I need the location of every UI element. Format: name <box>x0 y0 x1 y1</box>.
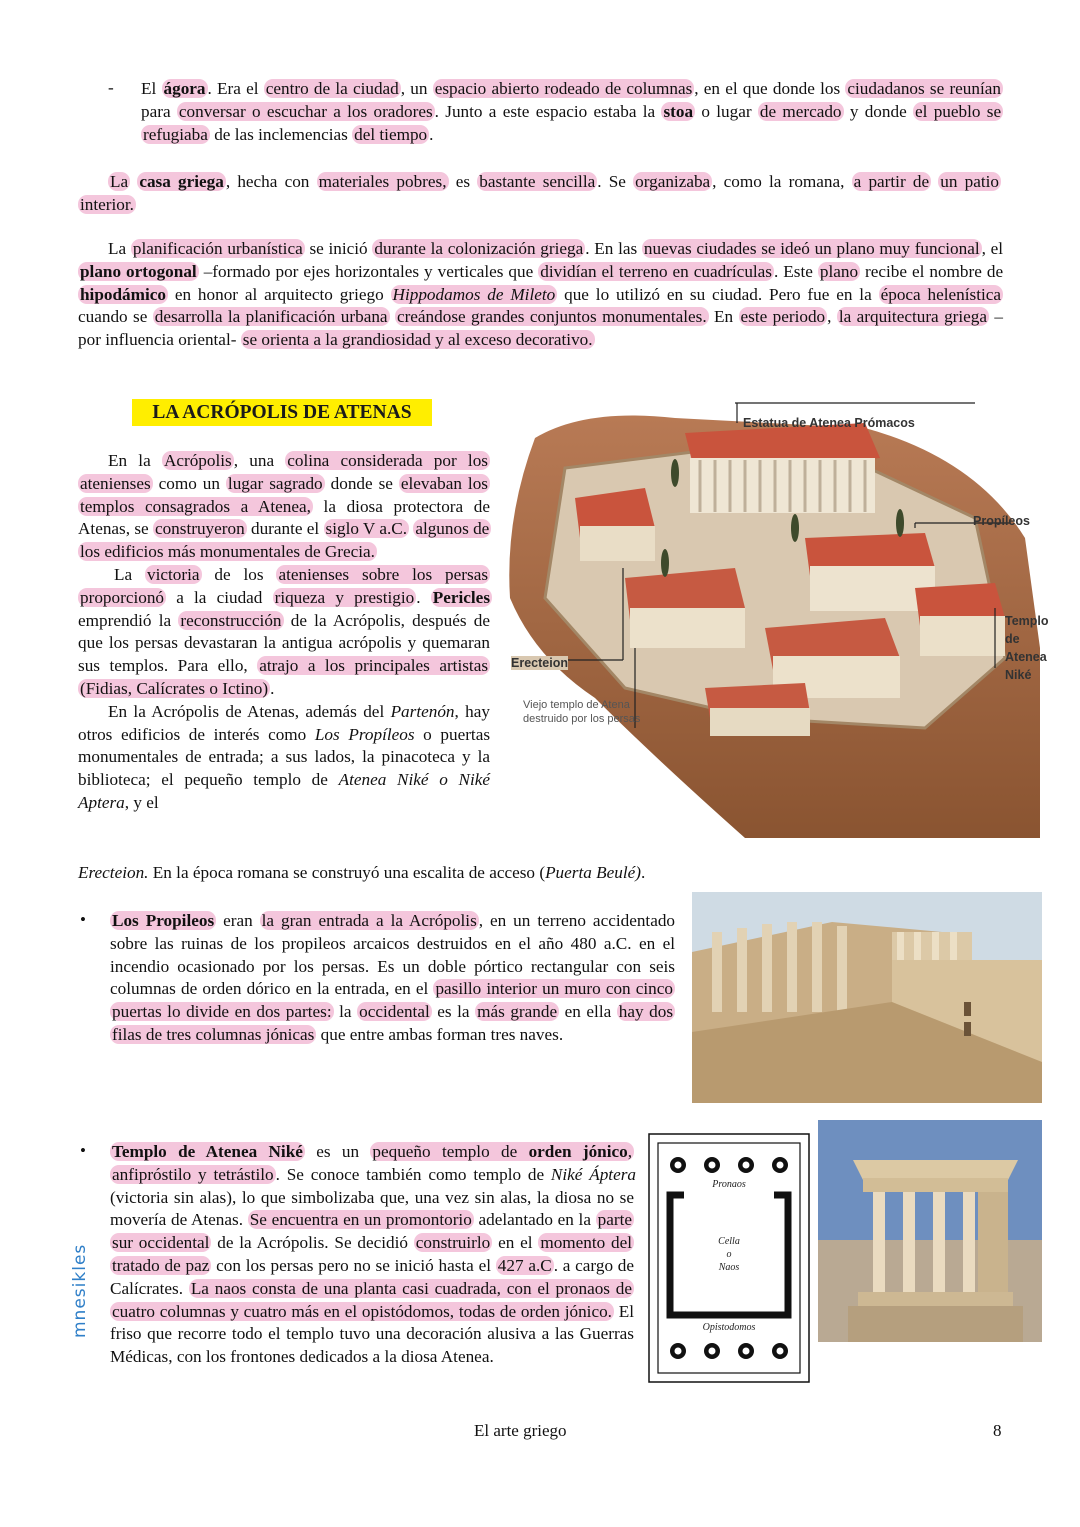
watermark: mnesikles <box>70 1243 90 1338</box>
text: de los <box>214 564 264 584</box>
highlight: La <box>110 172 129 191</box>
term-hipodamico: hipodámico <box>80 284 166 304</box>
text: , como la romana, <box>712 172 845 191</box>
text: , el <box>981 239 1004 258</box>
highlight: más grande <box>477 1002 558 1022</box>
propileos-drawing <box>692 892 1042 1103</box>
text: y donde <box>849 101 907 121</box>
text-italic: Los Propíleos <box>314 724 415 744</box>
highlight: colina considerada por los atenienses <box>80 451 488 493</box>
text: . <box>429 124 434 144</box>
text: En <box>714 307 734 327</box>
plan-naos: Naos <box>718 1262 740 1273</box>
text: –por influencia oriental- <box>78 307 1004 350</box>
label-viejo-templo: Viejo templo de Atena destruido por los persas <box>523 699 641 725</box>
term-agora: ágora <box>163 79 206 98</box>
text-italic: Atenea Niké o Niké Aptera <box>78 770 490 812</box>
text: que entre ambas forman tres naves. <box>320 1024 564 1044</box>
highlight: espacio abierto rodeado de columnas <box>434 79 693 98</box>
bullet: • <box>80 1141 86 1160</box>
highlight: de mercado <box>759 101 842 121</box>
text: como un <box>158 473 220 493</box>
highlight: un patio interior. <box>80 172 1000 214</box>
plan-pronaos: Pronaos <box>712 1179 746 1190</box>
text: . a cargo de Calícrates. <box>110 1255 635 1298</box>
nike-temple-drawing <box>818 1120 1042 1342</box>
section-title: LA ACRÓPOLIS DE ATENAS <box>132 399 432 426</box>
highlight: organizaba <box>635 172 711 191</box>
text-italic: Niké Áptera <box>550 1164 636 1184</box>
highlight: planificación urbanística <box>132 239 303 258</box>
text-italic: Erecteion. <box>78 863 149 882</box>
text: , hay otros edificios de interés como <box>78 701 490 744</box>
text: emprendió la <box>78 610 172 630</box>
acropolis-paragraph-end <box>78 862 778 885</box>
term-stoa: stoa <box>663 101 694 121</box>
text: . Este <box>774 261 813 281</box>
text: se inició <box>309 239 368 258</box>
term-templo-nike: Templo de Atenea Niké <box>112 1142 303 1161</box>
highlight: lugar sagrado <box>227 473 323 493</box>
highlight: , anfipróstilo y tetrástilo <box>112 1142 633 1184</box>
highlight: durante la colonización griega <box>374 239 584 258</box>
text: en el <box>498 1233 533 1253</box>
text: . Junto a este espacio estaba la <box>434 101 656 121</box>
text: cuando se <box>78 307 148 327</box>
text: la <box>339 1002 352 1022</box>
highlight: reconstrucción <box>180 610 282 630</box>
text: a la ciudad <box>176 587 263 607</box>
highlight: atenienses sobre los persas proporcionó <box>80 564 489 607</box>
text: con los persas pero no se inició hasta el <box>216 1255 491 1275</box>
planificacion-paragraph <box>78 238 1003 352</box>
text: , una <box>233 451 275 470</box>
highlight: plano <box>819 261 859 281</box>
text: El friso que recorre todo el templo tuvo una decoración alusiva a las Guerras Médicas, con los frontones dedicados a la diosa Atenea. <box>110 1301 634 1367</box>
text: es un <box>316 1142 360 1161</box>
highlight: del tiempo <box>354 124 428 144</box>
text: en ella <box>564 1002 612 1022</box>
text: –formado por ejes horizontales y verticales que <box>203 261 534 281</box>
text: En la Acrópolis de Atenas, además del <box>108 701 385 721</box>
text: . Era el <box>207 79 259 98</box>
highlight: La naos consta de una planta casi cuadrada, con el pronaos de cuatro columnas y cuatro más en el opistódomos, todas de orden jónico. <box>112 1278 632 1321</box>
highlight: nuevas ciudades se ideó un plano muy funcional <box>643 239 980 258</box>
highlight: a partir de <box>853 172 930 191</box>
text-italic: Puerta Beulé) <box>545 863 641 882</box>
highlight: hay dos filas de tres columnas jónicas <box>112 1002 674 1044</box>
highlight: bastante sencilla <box>479 172 596 191</box>
text: o puertas monumentales de entrada; a sus lados, la pinacoteca y la biblioteca; el pequeño templo de <box>78 724 491 790</box>
term-propileos: Los Propileos <box>112 911 215 930</box>
text: , en un terreno accidentado sobre las ruinas de los propileos arcaicos destruidos en el año 480 a.C. en el incendio ocasionado por los persas. Es un doble pórtico rectangular con seis columnas de orden dórico en la entrada, en el <box>110 911 676 999</box>
text-italic: Partenón <box>390 701 455 721</box>
agora-paragraph <box>141 78 1003 146</box>
floor-plan-drawing <box>648 1133 810 1383</box>
text: , en el que donde los <box>694 79 841 98</box>
propileos-paragraph <box>110 910 675 1047</box>
text: , y el <box>124 792 159 812</box>
acropolis-paragraph-1 <box>78 450 490 815</box>
highlight: Se encuentra en un promontorio <box>249 1210 472 1230</box>
highlight: Hippodamos de Mileto <box>392 284 556 304</box>
page-number: 8 <box>993 1421 1002 1440</box>
term-pericles: Pericles <box>432 587 491 607</box>
highlight: ciudadanos se reunían <box>847 79 1001 98</box>
highlight: la arquitectura griega <box>838 307 988 327</box>
text: para <box>141 101 171 121</box>
text: , <box>827 307 832 327</box>
term-plano-ortogonal: plano ortogonal <box>80 261 197 281</box>
label-templo-nike: Templo de Atenea Niké <box>1005 614 1049 682</box>
text: o lugar <box>701 101 752 121</box>
text: recibe el nombre de <box>865 261 1004 281</box>
propileos-photo <box>692 892 1042 1103</box>
highlight: momento del tratado de paz <box>112 1233 633 1275</box>
floor-plan <box>648 1133 810 1383</box>
list-dash: - <box>108 78 114 97</box>
acropolis-illustration <box>505 398 1049 838</box>
text: El <box>141 79 157 98</box>
highlight: Acrópolis <box>163 451 232 470</box>
highlight: se orienta a la grandiosidad y al exceso decorativo. <box>242 330 593 350</box>
highlight: occidental <box>359 1002 430 1022</box>
highlight: centro de la ciudad <box>265 79 399 98</box>
highlight: riqueza y prestigio <box>274 587 415 607</box>
plan-opistodomos: Opistodomos <box>702 1322 756 1333</box>
text: donde se <box>330 473 393 493</box>
text: la diosa protectora de Atenas, se <box>78 496 490 539</box>
highlight: este periodo <box>740 307 826 327</box>
highlight: la gran entrada a la Acrópolis <box>261 911 477 930</box>
highlight: dividían el terreno en cuadrículas <box>540 261 773 281</box>
highlight: victoria <box>147 564 200 584</box>
text: La <box>108 239 127 258</box>
term-casa-griega: casa griega <box>139 172 224 191</box>
text: de la Acrópolis. Se decidió <box>217 1233 408 1253</box>
text: , un <box>400 79 428 98</box>
highlight: materiales pobres, <box>318 172 447 191</box>
plan-cella: Cella <box>718 1236 740 1247</box>
nike-temple-photo <box>818 1120 1042 1342</box>
highlight: parte sur occidental <box>112 1210 633 1253</box>
text: . <box>416 587 421 607</box>
text: de la Acrópolis, después de que los persas devastaran la antigua acrópolis y quemaran sus templos. Para ello, <box>78 610 490 676</box>
bullet: • <box>80 910 86 929</box>
term-orden-jonico: orden jónico <box>528 1142 628 1161</box>
text: En la época romana se construyó una escalita de acceso ( <box>152 863 546 882</box>
highlight: construyeron <box>154 519 245 539</box>
highlight: pasillo interior un muro con cinco puertas lo divide en dos partes: <box>112 979 674 1022</box>
text: es <box>455 172 471 191</box>
text: , hecha con <box>225 172 310 191</box>
highlight: algunos de los edificios más monumentales de Grecia. <box>80 519 490 562</box>
highlight: construirlo <box>415 1233 491 1253</box>
highlight: pequeño templo de <box>372 1142 518 1161</box>
text: es la <box>437 1002 470 1022</box>
highlight: elevaban los templos consagrados a Atenea, <box>80 473 488 516</box>
highlight: conversar o escuchar a los oradores <box>178 101 433 121</box>
text: eran <box>223 911 253 930</box>
text: . Se <box>597 172 626 191</box>
text: adelantado en la <box>478 1210 591 1230</box>
text: de las inclemencias <box>214 124 348 144</box>
text: (victoria sin alas), lo que simbolizaba que, una vez sin alas, la diosa no se movería de Atenas. <box>110 1187 634 1230</box>
text: La <box>114 564 133 584</box>
label-erecteion: Erecteion <box>511 656 568 670</box>
text: que lo utilizó en su ciudad. Pero fue en la <box>564 284 872 304</box>
highlight: época helenística <box>880 284 1002 304</box>
text: en honor al arquitecto griego <box>174 284 384 304</box>
acropolis-drawing <box>505 398 1049 838</box>
casa-paragraph <box>78 171 1003 217</box>
highlight: 427 a.C <box>497 1255 552 1275</box>
text: . <box>270 678 275 698</box>
text: . En las <box>585 239 638 258</box>
text: . <box>641 863 646 882</box>
highlight: siglo V a.C. <box>325 519 408 539</box>
highlight: creándose grandes conjuntos monumentales. <box>396 307 707 327</box>
highlight: el pueblo se refugiaba <box>143 101 1002 144</box>
plan-o: o <box>726 1249 732 1260</box>
label-statue: Estatua de Atenea Prómacos <box>743 416 915 430</box>
text: durante el <box>250 519 320 539</box>
nike-paragraph <box>110 1141 634 1369</box>
label-propileos: Propíleos <box>973 514 1030 528</box>
footer-title: El arte griego <box>474 1421 567 1440</box>
highlight: desarrolla la planificación urbana <box>154 307 388 327</box>
text: En la <box>108 451 151 470</box>
highlight: atrajo a los principales artistas (Fidias, Calícrates o Ictino) <box>80 656 489 698</box>
text: . Se conoce también como templo de <box>275 1164 545 1184</box>
